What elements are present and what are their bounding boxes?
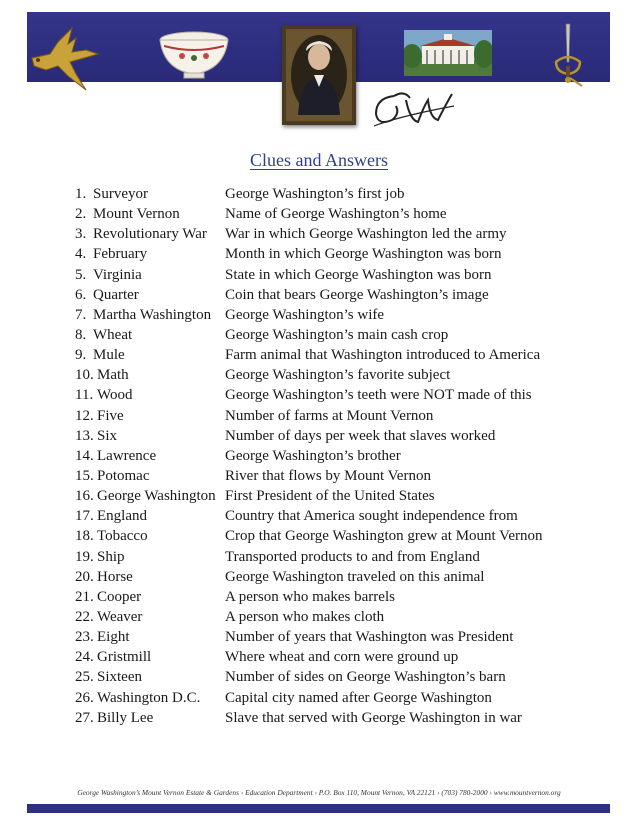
footer-address: George Washington’s Mount Vernon Estate & Gardens › Education Department › P.O. Box 110, Mount Vernon, VA 22121 › (703) 780-2000 › www.mountvernon.org	[77, 788, 561, 797]
item-number: 1.	[75, 186, 87, 202]
item-number: 18.	[75, 528, 94, 545]
answer-word: Math	[97, 367, 129, 384]
item-number: 11.	[75, 387, 94, 404]
clue-text: George Washington traveled on this animal	[225, 568, 485, 585]
item-number: 16.	[75, 488, 94, 505]
clue-text: A person who makes barrels	[225, 588, 395, 605]
clue-text: Where wheat and corn were ground up	[225, 649, 459, 666]
item-number: 17.	[75, 508, 94, 525]
clue-text: Farm animal that Washington introduced to America	[225, 347, 541, 364]
clue-text: George Washington’s first job	[225, 186, 405, 202]
answer-word: Sixteen	[97, 669, 142, 686]
item-number: 26.	[75, 689, 94, 706]
answer-word: Mule	[93, 347, 125, 364]
sword-image	[548, 22, 588, 88]
item-number: 23.	[75, 629, 94, 646]
clue-text: Month in which George Washington was born	[225, 246, 502, 263]
clue-text: George Washington’s wife	[225, 306, 385, 323]
clue-text: Transported products to and from England	[225, 548, 480, 565]
answer-word: Eight	[97, 629, 130, 646]
item-number: 20.	[75, 568, 94, 585]
answer-word: Revolutionary War	[93, 226, 207, 243]
answer-word: Billy Lee	[97, 709, 154, 726]
answer-word: Quarter	[93, 286, 139, 303]
mansion-image	[404, 30, 492, 76]
item-number: 5.	[75, 266, 87, 283]
item-number: 21.	[75, 588, 94, 605]
answer-word: Wood	[97, 387, 133, 404]
clue-text: State in which George Washington was born	[225, 266, 492, 283]
item-number: 24.	[75, 649, 94, 666]
answer-word: Wheat	[93, 326, 133, 343]
item-number: 6.	[75, 286, 87, 303]
clue-text: Number of farms at Mount Vernon	[225, 407, 434, 424]
answer-word: Ship	[97, 548, 125, 565]
item-number: 12.	[75, 407, 94, 424]
item-number: 25.	[75, 669, 94, 686]
clue-text: Capital city named after George Washington	[225, 689, 492, 706]
item-number: 10.	[75, 367, 94, 384]
answer-word: Tobacco	[97, 528, 148, 545]
item-number: 22.	[75, 608, 94, 625]
china-bowl-image	[158, 30, 230, 80]
clue-text: First President of the United States	[225, 488, 435, 505]
clue-text: River that flows by Mount Vernon	[225, 467, 431, 484]
answer-word: Lawrence	[97, 447, 157, 464]
george-washington-portrait	[282, 25, 356, 125]
answer-word: Five	[97, 407, 124, 424]
eagle-image	[28, 24, 100, 94]
clue-text: Coin that bears George Washington’s image	[225, 286, 489, 303]
item-number: 7.	[75, 306, 87, 323]
answer-word: Gristmill	[97, 649, 152, 666]
clue-text: Crop that George Washington grew at Mount Vernon	[225, 528, 543, 545]
clue-text: Number of sides on George Washington’s barn	[225, 669, 506, 686]
answer-word: Surveyor	[93, 186, 148, 202]
clue-text: Country that America sought independence from	[225, 508, 518, 525]
clue-text: Number of days per week that slaves worked	[225, 427, 496, 444]
answer-word: Cooper	[97, 588, 142, 605]
answer-word: February	[93, 246, 148, 263]
clue-text: A person who makes cloth	[225, 608, 385, 625]
clue-text: Slave that served with George Washington in war	[225, 709, 522, 726]
item-number: 19.	[75, 548, 94, 565]
clue-text: George Washington’s main cash crop	[225, 326, 449, 343]
item-number: 3.	[75, 226, 87, 243]
clue-text: Name of George Washington’s home	[225, 206, 447, 223]
item-number: 14.	[75, 447, 94, 464]
clue-text: George Washington’s teeth were NOT made of this	[225, 387, 532, 404]
item-number: 13.	[75, 427, 94, 444]
answer-word: Virginia	[93, 266, 142, 283]
clue-text: George Washington’s brother	[225, 447, 401, 464]
item-number: 2.	[75, 206, 87, 223]
answer-word: Weaver	[97, 608, 143, 625]
clue-text: George Washington’s favorite subject	[225, 367, 451, 384]
answer-word: Washington D.C.	[97, 689, 201, 706]
item-number: 8.	[75, 326, 87, 343]
clue-text: Number of years that Washington was President	[225, 629, 514, 646]
answer-word: England	[97, 508, 147, 525]
item-number: 27.	[75, 709, 94, 726]
answer-word: Six	[97, 427, 118, 444]
answer-word: Martha Washington	[93, 306, 212, 323]
item-number: 9.	[75, 347, 87, 364]
answer-word: Potomac	[97, 467, 150, 484]
answer-word: Horse	[97, 568, 133, 585]
item-number: 4.	[75, 246, 87, 263]
footer-bar	[27, 804, 610, 813]
item-number: 15.	[75, 467, 94, 484]
answer-word: George Washington	[97, 488, 216, 505]
gw-monogram	[370, 86, 460, 130]
clue-text: War in which George Washington led the army	[225, 226, 507, 243]
page-title: Clues and Answers	[250, 150, 388, 170]
answer-word: Mount Vernon	[93, 206, 180, 223]
